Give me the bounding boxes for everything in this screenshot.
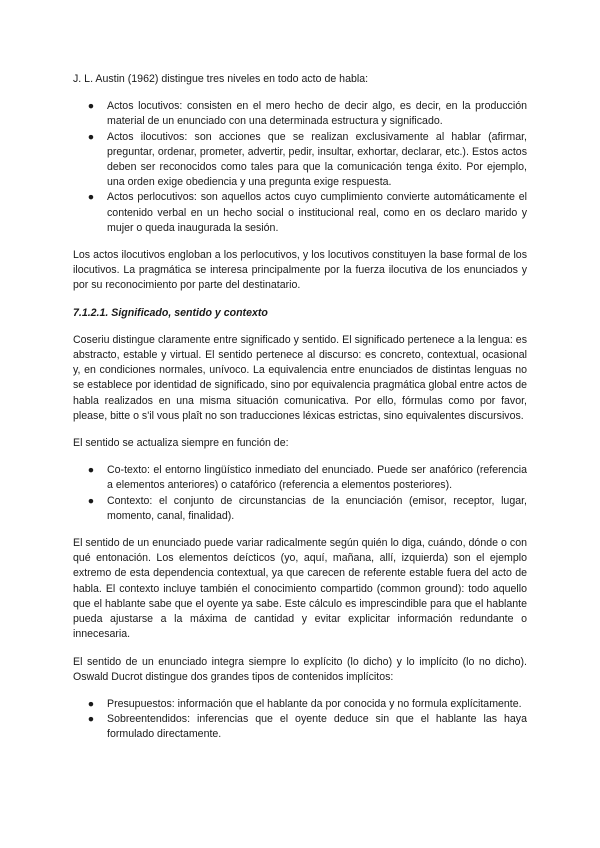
list-item: ● Presupuestos: información que el hablante da por conocida y no formula explícitamente. [73,697,527,712]
document-page [73,72,527,743]
list-item: ● Actos locutivos: consisten en el mero hecho de decir algo, es decir, en la producción material de un enunciado con una determinada estructura y significado. [87,100,527,128]
body-paragraph: El sentido de un enunciado puede variar radicalmente según quién lo diga, cuándo, dónde o con qué entonación. Los elementos deícticos (yo, aquí, mañana, allí, izquierda) son el ejemplo extremo de esta dependencia contextual, ya que carecen de referente estable fuera del acto de habla. El contexto incluye también el conocimiento compartido (common ground): todo aquello que el hablante sabe que el oyente ya sabe. Este cálculo es imprescindible para que el hablante pueda ajustarse a la máxima de cantidad y evitar explicitar información redundante o innecesaria. [73,537,527,641]
bullet-icon: ● [87,697,95,710]
section-heading: 7.1.2.1. Significado, sentido y contexto [73,306,268,319]
list-item: ● Sobreentendidos: inferencias que el oyente deduce sin que el hablante las haya formulado directamente. [87,713,527,741]
speech-acts-list [73,99,527,236]
bullet-icon: ● [87,100,95,113]
bullet-icon: ● [87,713,95,726]
list-item: ● Contexto: el conjunto de circunstancias de la enunciación (emisor, receptor, lugar, momento, canal, finalidad). [87,494,527,522]
bullet-icon: ● [87,494,95,507]
context-list [73,463,527,524]
body-paragraph: Los actos ilocutivos engloban a los perlocutivos, y los locutivos constituyen la base formal de los ilocutivos. La pragmática se interesa principalmente por la fuerza ilocutiva de los enunciados y por su reconocimiento por parte del destinatario. [73,249,527,292]
body-paragraph: El sentido se actualiza siempre en función de: [73,437,289,450]
list-item: ● Actos perlocutivos: son aquellos actos cuyo cumplimiento convierte automáticamente el contenido verbal en un hecho social o institucional real, como en os declaro marido y mujer o queda inaugurada la sesión. [87,191,527,234]
list-item: ● Actos ilocutivos: son acciones que se realizan exclusivamente al hablar (afirmar, preguntar, ordenar, prometer, advertir, pedir, insultar, exhortar, declarar, etc.). Estos actos deben ser reconocidos como tales para que la comunicación tenga éxito. Por ejemplo, una orden exige obediencia y una pregunta exige respuesta. [87,130,527,189]
list-item: ● Co-texto: el entorno lingüístico inmediato del enunciado. Puede ser anafórico (referencia a elementos anteriores) o catafórico (referencia a elementos posteriores). [87,464,527,492]
intro-paragraph: J. L. Austin (1962) distingue tres niveles en todo acto de habla: [73,73,369,85]
body-paragraph: El sentido de un enunciado integra siempre lo explícito (lo dicho) y lo implícito (lo no dicho). Oswald Ducrot distingue dos grandes tipos de contenidos implícitos: [73,655,527,683]
bullet-icon: ● [87,464,95,477]
bullet-icon: ● [87,130,95,143]
implicit-contents-list [73,697,527,743]
body-paragraph: Coseriu distingue claramente entre significado y sentido. El significado pertenece a la lengua: es abstracto, estable y virtual. El sentido pertenece al discurso: es concreto, contextual, ocasional y, en condiciones normales, unívoco. La equivalencia entre enunciados de distintas lenguas no se establece por identidad de significado, sino por equivalencia pragmática global entre actos de habla realizados en una misma situación comunicativa. Por ello, fórmulas como por favor, please, bitte o s'il vous plaît no son traducciones léxicas estrictas, sino equivalentes discursivos. [73,333,527,422]
bullet-icon: ● [87,191,95,204]
